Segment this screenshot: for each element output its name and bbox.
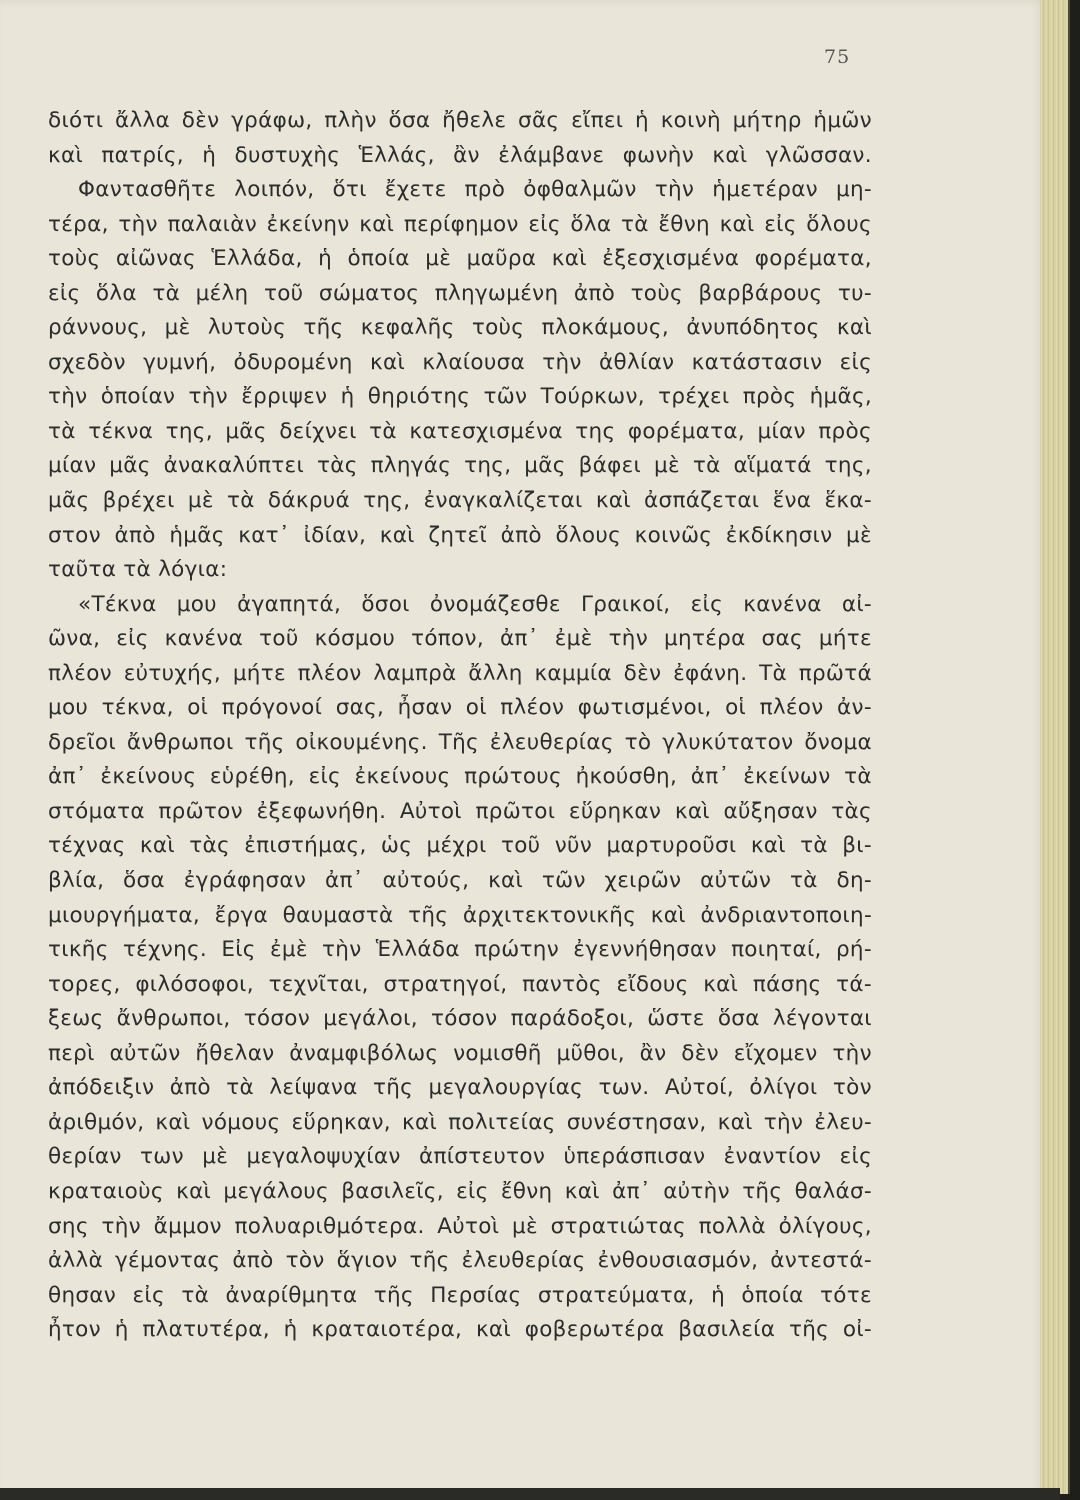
text-line: τορες, φιλόσοφοι, τεχνῖται, στρατηγοί, παντὸς εἴδους καὶ πάσης τά-: [48, 971, 872, 997]
text-line: καὶ πατρίς, ἡ δυστυχὴς Ἑλλάς, ἂν ἐλάμβανε φωνὴν καὶ γλῶσσαν.: [48, 142, 872, 168]
page-number: 75: [824, 46, 851, 68]
text-line: ἦτον ἡ πλατυτέρα, ἡ κραταιοτέρα, καὶ φοβερωτέρα βασιλεία τῆς οἰ-: [48, 1317, 872, 1343]
text-line: ταῦτα τὰ λόγια:: [48, 557, 228, 583]
text-line: στόματα πρῶτον ἐξεφωνήθη. Αὐτοὶ πρῶτοι εὕρηκαν καὶ αὔξησαν τὰς: [48, 798, 872, 824]
text-line: μίαν μᾶς ἀνακαλύπτει τὰς πληγάς της, μᾶς βάφει μὲ τὰ αἵματά της,: [48, 453, 872, 479]
text-line: ἀριθμόν, καὶ νόμους εὕρηκαν, καὶ πολιτείας συνέστησαν, καὶ τὴν ἐλευ-: [48, 1109, 872, 1135]
text-line: κραταιοὺς καὶ μεγάλους βασιλεῖς, εἰς ἔθνη καὶ ἀπ᾽ αὐτὴν τῆς θαλάσ-: [48, 1178, 872, 1204]
text-line: ράννους, μὲ λυτοὺς τῆς κεφαλῆς τοὺς πλοκάμους, ἀνυπόδητος καὶ: [48, 315, 872, 341]
text-line: «Τέκνα μου ἀγαπητά, ὅσοι ὀνομάζεσθε Γραικοί, εἰς κανένα αἰ-: [78, 591, 872, 617]
text-line: σης τὴν ἄμμον πολυαριθμότερα. Αὐτοὶ μὲ στρατιώτας πολλὰ ὀλίγους,: [48, 1213, 872, 1239]
text-line: μου τέκνα, οἱ πρόγονοί σας, ἦσαν οἱ πλέον φωτισμένοι, οἱ πλέον ἀν-: [48, 695, 872, 721]
text-line: τὰ τέκνα της, μᾶς δείχνει τὰ κατεσχισμένα της φορέματα, μίαν πρὸς: [48, 418, 872, 444]
text-line: ἀπ᾽ ἐκείνους εὑρέθη, εἰς ἐκείνους πρώτους ἠκούσθη, ἀπ᾽ ἐκείνων τὰ: [48, 764, 872, 790]
text-line: εἰς ὅλα τὰ μέλη τοῦ σώματος πληγωμένη ἀπὸ τοὺς βαρβάρους τυ-: [48, 280, 872, 306]
text-line: τέχνας καὶ τὰς ἐπιστήμας, ὡς μέχρι τοῦ νῦν μαρτυροῦσι καὶ τὰ βι-: [48, 833, 872, 859]
text-line: ῶνα, εἰς κανένα τοῦ κόσμου τόπον, ἀπ᾽ ἐμὲ τὴν μητέρα σας μήτε: [48, 626, 872, 652]
page-edge: [1040, 0, 1070, 1494]
text-line: διότι ἄλλα δὲν γράφω, πλὴν ὅσα ἤθελε σᾶς εἴπει ἡ κοινὴ μήτηρ ἡμῶν: [48, 108, 872, 133]
text-line: μιουργήματα, ἔργα θαυμαστὰ τῆς ἀρχιτεκτονικῆς καὶ ἀνδριαντοποιη-: [48, 902, 872, 928]
text-line: βλία, ὅσα ἐγράφησαν ἀπ᾽ αὐτούς, καὶ τῶν χειρῶν αὐτῶν τὰ δη-: [48, 868, 872, 894]
text-line: θερίαν των μὲ μεγαλοψυχίαν ἀπίστευτον ὑπεράσπισαν ἐναντίον εἰς: [48, 1144, 872, 1170]
text-line: ξεως ἄνθρωποι, τόσον μεγάλοι, τόσον παράδοξοι, ὥστε ὅσα λέγονται: [48, 1006, 872, 1032]
text-line: θησαν εἰς τὰ ἀναρίθμητα τῆς Περσίας στρατεύματα, ἡ ὁποία τότε: [48, 1282, 872, 1308]
text-line: σχεδὸν γυμνή, ὀδυρομένη καὶ κλαίουσα τὴν ἀθλίαν κατάστασιν εἰς: [48, 349, 872, 375]
text-line: δρεῖοι ἄνθρωποι τῆς οἰκουμένης. Τῆς ἐλευθερίας τὸ γλυκύτατον ὄνομα: [48, 729, 872, 755]
text-line: μᾶς βρέχει μὲ τὰ δάκρυά της, ἐναγκαλίζεται καὶ ἀσπάζεται ἕνα ἕκα-: [48, 488, 872, 514]
text-line: Φαντασθῆτε λοιπόν, ὅτι ἔχετε πρὸ ὀφθαλμῶν τὴν ἡμετέραν μη-: [78, 177, 872, 203]
text-line: περὶ αὐτῶν ἤθελαν ἀναμφιβόλως νομισθῆ μῦθοι, ἂν δὲν εἴχομεν τὴν: [48, 1040, 872, 1066]
text-line: πλέον εὐτυχής, μήτε πλέον λαμπρὰ ἄλλη καμμία δὲν ἐφάνη. Τὰ πρῶτά: [48, 660, 872, 686]
text-line: τικῆς τέχνης. Εἰς ἐμὲ τὴν Ἑλλάδα πρώτην ἐγεννήθησαν ποιηταί, ρή-: [48, 937, 872, 963]
text-line: ἀλλὰ γέμοντας ἀπὸ τὸν ἅγιον τῆς ἐλευθερίας ἐνθουσιασμόν, ἀντεστά-: [48, 1248, 872, 1274]
text-line: τοὺς αἰῶνας Ἑλλάδα, ἡ ὁποία μὲ μαῦρα καὶ ἐξεσχισμένα φορέματα,: [48, 246, 872, 272]
body-text: [48, 104, 872, 1348]
text-line: τέρα, τὴν παλαιὰν ἐκείνην καὶ περίφημον εἰς ὅλα τὰ ἔθνη καὶ εἰς ὅλους: [48, 211, 872, 237]
text-line: τὴν ὁποίαν τὴν ἔρριψεν ἡ θηριότης τῶν Τούρκων, τρέχει πρὸς ἡμᾶς,: [48, 384, 872, 410]
text-line: στον ἀπὸ ἡμᾶς κατ᾽ ἰδίαν, καὶ ζητεῖ ἀπὸ ὅλους κοινῶς ἐκδίκησιν μὲ: [48, 522, 872, 548]
text-line: ἀπόδειξιν ἀπὸ τὰ λείψανα τῆς μεγαλουργίας των. Αὐτοί, ὀλίγοι τὸν: [48, 1075, 872, 1101]
scan-bottom-border: [0, 1488, 1060, 1500]
